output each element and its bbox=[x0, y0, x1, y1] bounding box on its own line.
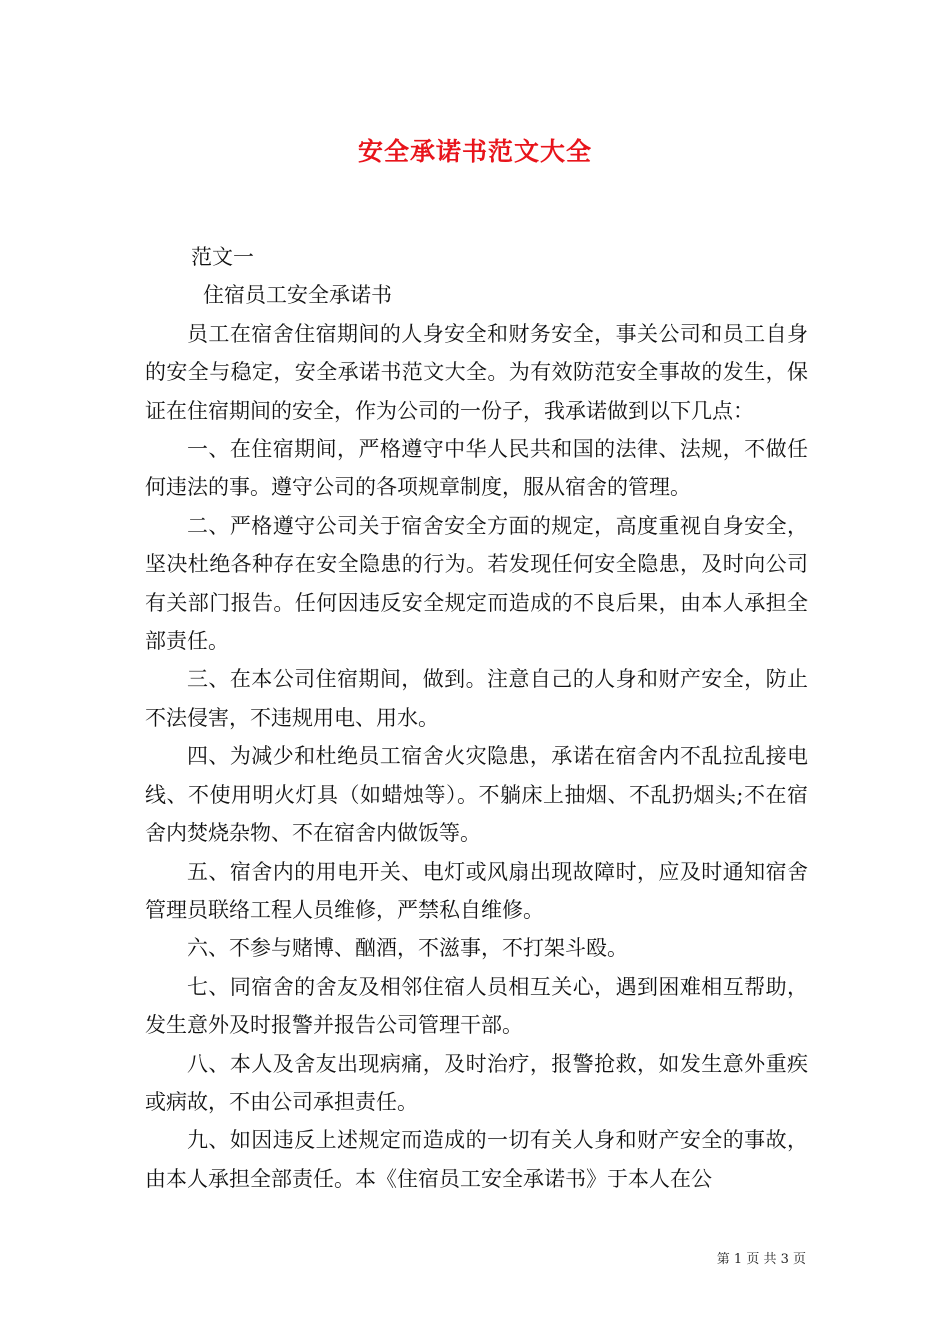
document-body bbox=[145, 238, 808, 1198]
paragraph-item-3: 三、在本公司住宿期间，做到。注意自己的人身和财产安全，防止不法侵害，不违规用电、用水。 bbox=[145, 667, 808, 730]
page-number-footer: 第 1 页 共 3 页 bbox=[716, 1252, 806, 1267]
paragraph-item-5: 五、宿舍内的用电开关、电灯或风扇出现故障时，应及时通知宿舍管理员联络工程人员维修，严禁私自维修。 bbox=[145, 859, 808, 922]
paragraph-item-6: 六、不参与赌博、酗酒，不滋事，不打架斗殴。 bbox=[187, 936, 628, 961]
paragraph-item-9: 九、如因违反上述规定而造成的一切有关人身和财产安全的事故，由本人承担全部责任。本《住宿员工安全承诺书》于本人在公 bbox=[145, 1128, 808, 1191]
paragraph-item-2: 二、严格遵守公司关于宿舍安全方面的规定，高度重视自身安全，坚决杜绝各种存在安全隐患的行为。若发现任何安全隐患，及时向公司有关部门报告。任何因违反安全规定而造成的不良后果，由本人承担全部责任。 bbox=[145, 513, 808, 654]
document-title: 安全承诺书范文大全 bbox=[357, 137, 592, 166]
paragraph-item-4: 四、为减少和杜绝员工宿舍火灾隐患，承诺在宿舍内不乱拉乱接电线、不使用明火灯具（如蜡烛等）。不躺床上抽烟、不乱扔烟头;不在宿舍内焚烧杂物、不在宿舍内做饭等。 bbox=[145, 744, 808, 846]
section-label: 范文一 bbox=[191, 245, 254, 269]
paragraph-item-7: 七、同宿舍的舍友及相邻住宿人员相互关心，遇到困难相互帮助，发生意外及时报警并报告公司管理干部。 bbox=[145, 974, 808, 1038]
paragraph-intro: 员工在宿舍住宿期间的人身安全和财务安全，事关公司和员工自身的安全与稳定，安全承诺书范文大全。为有效防范安全事故的发生，保证在住宿期间的安全，作为公司的一份子，我承诺做到以下几点： bbox=[145, 321, 808, 423]
paragraph-item-1: 一、在住宿期间，严格遵守中华人民共和国的法律、法规，不做任何违法的事。遵守公司的各项规章制度，服从宿舍的管理。 bbox=[145, 437, 808, 500]
paragraph-item-8: 八、本人及舍友出现病痛，及时治疗，报警抢救，如发生意外重疾或病故，不由公司承担责任。 bbox=[145, 1051, 808, 1114]
section-subtitle: 住宿员工安全承诺书 bbox=[203, 283, 392, 308]
